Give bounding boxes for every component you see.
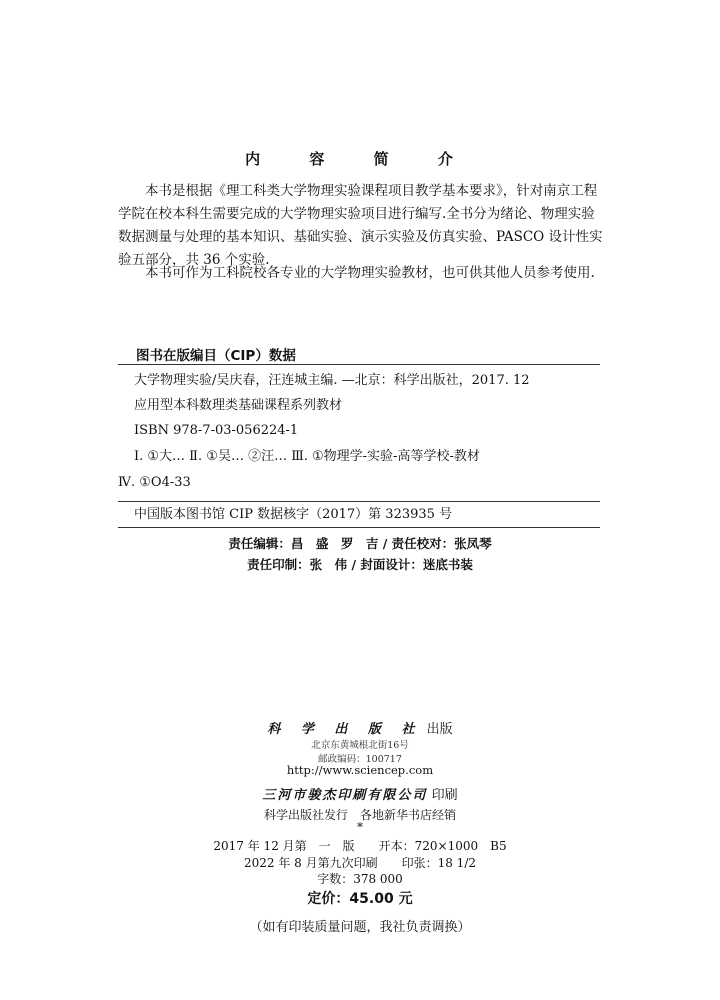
cip-line-title: 大学物理实验/吴庆春，汪连城主编. —北京：科学出版社，2017. 12 bbox=[134, 373, 530, 388]
edition-line: 2017 年 12 月第 一 版 开本：720×1000 B5 bbox=[213, 839, 507, 853]
publisher-suffix: 出版 bbox=[426, 722, 453, 737]
wordcount-line: 字数：378 000 bbox=[317, 872, 403, 886]
printer-name: 三河市骏杰印刷有限公司 bbox=[262, 788, 428, 803]
cip-line-class-number: Ⅳ. ①O4-33 bbox=[118, 475, 191, 490]
printer-suffix: 印刷 bbox=[431, 788, 458, 803]
separator-asterisk: * bbox=[357, 820, 363, 834]
printer-line bbox=[0, 784, 720, 803]
credits-editors: 责任编辑：昌 盛 罗 吉 / 责任校对：张凤琴 bbox=[228, 536, 492, 551]
publisher-address: 北京东黄城根北街16号 bbox=[311, 740, 409, 751]
cip-record: 中国版本图书馆 CIP 数据核字（2017）第 323935 号 bbox=[134, 507, 453, 522]
cip-top-rule bbox=[118, 364, 600, 365]
summary-paragraph-2: 本书可作为工科院校各专业的大学物理实验教材，也可供其他人员参考使用. bbox=[145, 265, 595, 281]
cip-middle-rule bbox=[118, 501, 600, 502]
cip-heading: 图书在版编目（CIP）数据 bbox=[136, 348, 296, 364]
publisher-name: 科 学 出 版 社 bbox=[267, 722, 423, 737]
quality-notice: （如有印装质量问题，我社负责调换） bbox=[249, 920, 471, 935]
distribution-line: 科学出版社发行 各地新华书店经销 bbox=[263, 808, 456, 822]
cip-line-classification: Ⅰ. ①大… Ⅱ. ①吴… ②汪… Ⅲ. ①物理学-实验-高等学校-教材 bbox=[134, 449, 480, 464]
publisher-url: http://www.sciencep.com bbox=[286, 763, 434, 777]
price-line: 定价：45.00 元 bbox=[307, 891, 413, 907]
publisher-line bbox=[0, 718, 720, 737]
publisher-postcode: 邮政编码：100717 bbox=[318, 754, 402, 765]
cip-bottom-rule bbox=[118, 527, 600, 528]
cip-line-isbn: ISBN 978-7-03-056224-1 bbox=[134, 423, 299, 438]
cip-line-series: 应用型本科数理类基础课程系列教材 bbox=[134, 398, 343, 413]
summary-title: 内 容 简 介 bbox=[245, 150, 475, 168]
summary-paragraph-1: 本书是根据《理工科类大学物理实验课程项目教学基本要求》，针对南京工程学院在校本科生需要完成的大学物理实验项目进行编写.全书分为绪论、物理实验数据测量与处理的基本知识、基础实验、演示实验及仿真实验、PASCO 设计性实验五部分，共 36 个实验. bbox=[118, 183, 603, 268]
credits-production: 责任印制：张 伟 / 封面设计：迷底书装 bbox=[247, 557, 473, 572]
printing-line: 2022 年 8 月第九次印刷 印张：18 1/2 bbox=[243, 856, 476, 870]
